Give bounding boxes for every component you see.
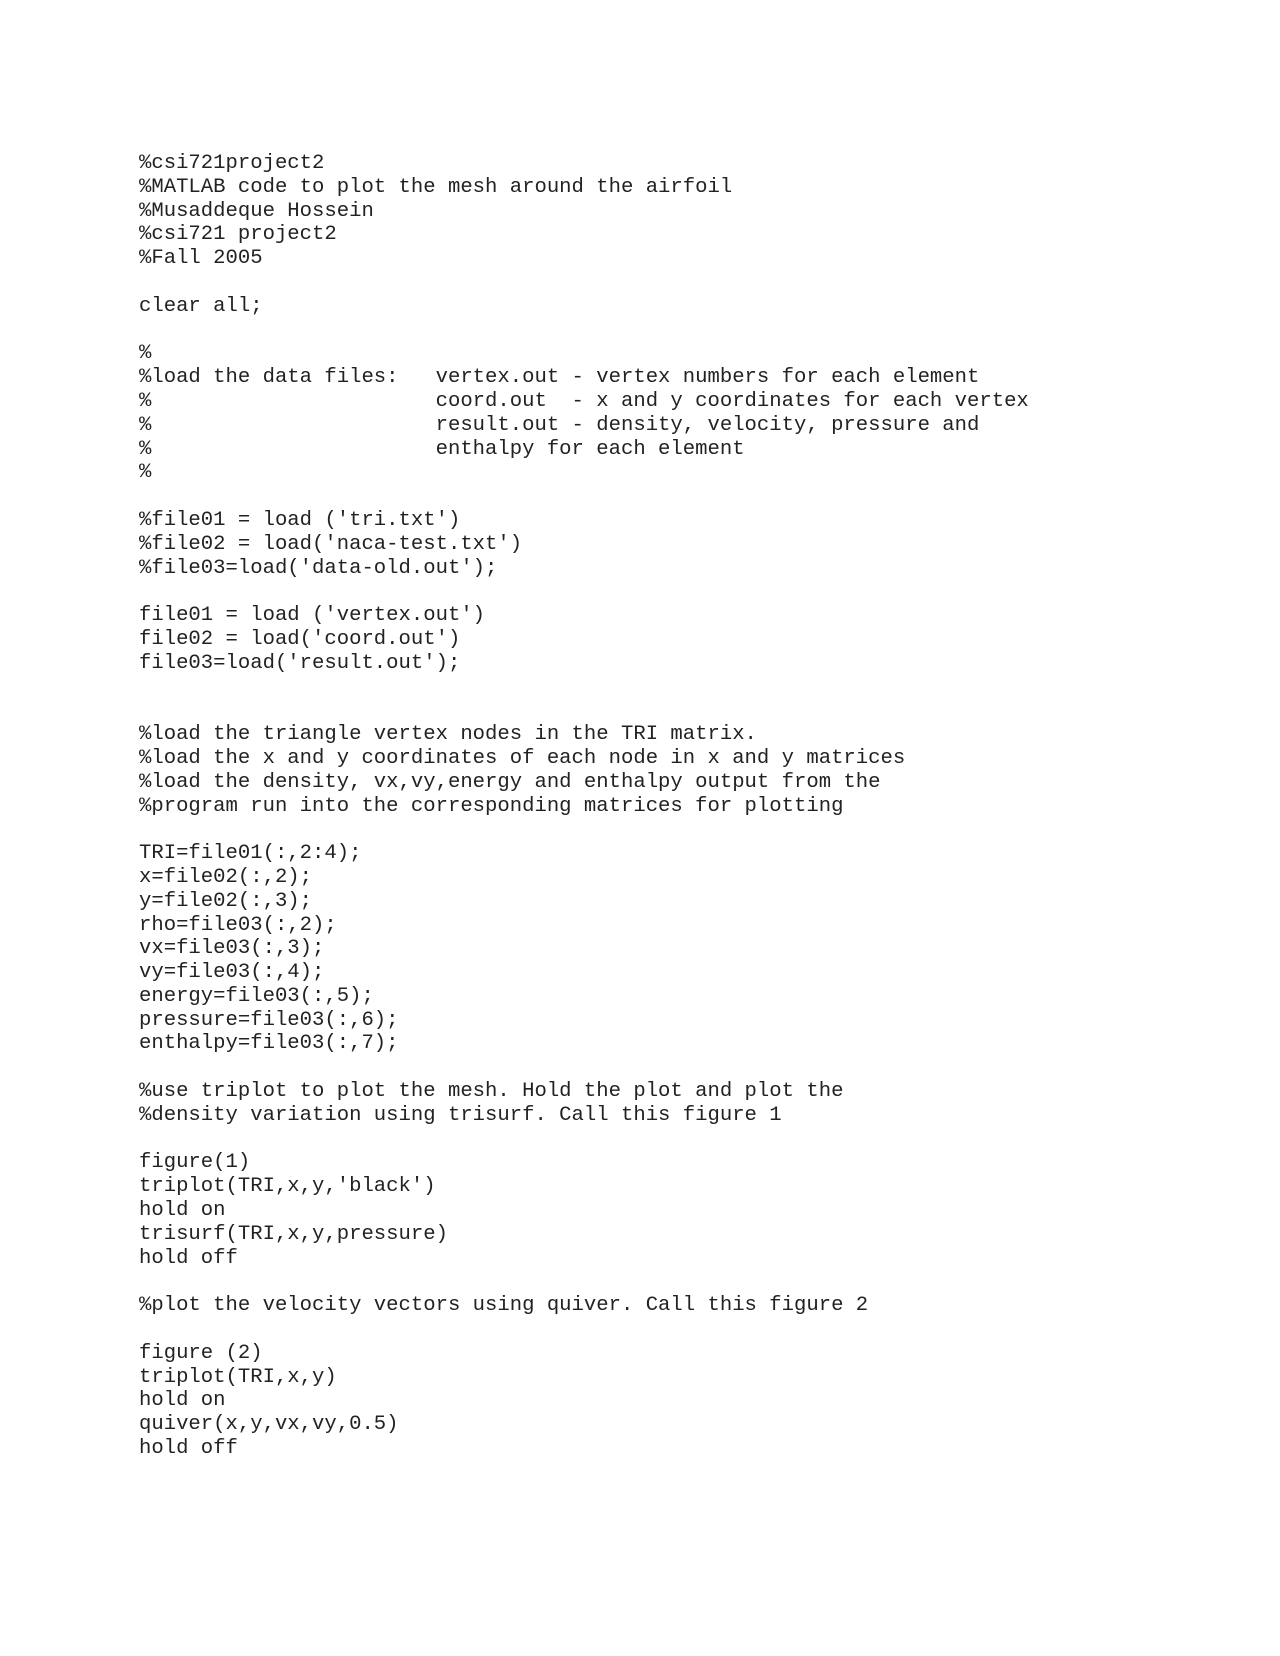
code-line: % enthalpy for each element	[139, 437, 745, 461]
code-line: figure (2)	[139, 1341, 263, 1365]
code-line: %	[139, 342, 152, 366]
code-line: %file01 = load ('tri.txt')	[139, 508, 461, 532]
code-line: y=file02(:,3);	[139, 889, 313, 913]
code-line: %Musaddeque Hossein	[139, 199, 374, 223]
code-line: quiver(x,y,vx,vy,0.5)	[139, 1413, 399, 1437]
code-line	[139, 676, 1239, 700]
code-line: %csi721project2	[139, 152, 325, 175]
code-line: enthalpy=file03(:,7);	[139, 1032, 399, 1056]
code-line: hold on	[139, 1389, 226, 1413]
code-line: rho=file03(:,2);	[139, 913, 337, 937]
code-line	[139, 818, 1239, 842]
code-line: vy=file03(:,4);	[139, 961, 325, 985]
code-line: %program run into the corresponding matrices for plotting	[139, 794, 844, 818]
code-line: energy=file03(:,5);	[139, 984, 374, 1008]
code-line: %csi721 project2	[139, 223, 337, 247]
code-line: % coord.out - x and y coordinates for each vertex	[139, 389, 1029, 413]
code-line	[139, 1056, 1239, 1080]
code-line: triplot(TRI,x,y,'black')	[139, 1175, 436, 1199]
code-line: hold off	[139, 1437, 238, 1461]
code-line: %MATLAB code to plot the mesh around the airfoil	[139, 175, 733, 199]
code-line: % result.out - density, velocity, pressure and	[139, 413, 980, 437]
code-line: file03=load('result.out');	[139, 651, 461, 675]
code-line	[139, 271, 1239, 295]
code-line: trisurf(TRI,x,y,pressure)	[139, 1222, 448, 1246]
code-line: file02 = load('coord.out')	[139, 627, 461, 651]
code-line: clear all;	[139, 294, 263, 318]
code-line: hold on	[139, 1199, 226, 1223]
code-line: %load the data files: vertex.out - vertex numbers for each element	[139, 366, 980, 390]
matlab-code-listing	[139, 152, 1239, 1461]
code-line: x=file02(:,2);	[139, 865, 313, 889]
code-line: %load the density, vx,vy,energy and enthalpy output from the	[139, 770, 881, 794]
code-line	[139, 1128, 1239, 1152]
code-line	[139, 1270, 1239, 1294]
code-line: file01 = load ('vertex.out')	[139, 604, 486, 628]
code-line	[139, 580, 1239, 604]
code-line: %load the triangle vertex nodes in the TRI matrix.	[139, 723, 757, 747]
code-line: %	[139, 461, 152, 485]
code-line: triplot(TRI,x,y)	[139, 1365, 337, 1389]
code-line: %load the x and y coordinates of each node in x and y matrices	[139, 746, 906, 770]
code-line	[139, 1318, 1239, 1342]
code-line: TRI=file01(:,2:4);	[139, 842, 362, 866]
code-line: %density variation using trisurf. Call this figure 1	[139, 1103, 782, 1127]
code-line: vx=file03(:,3);	[139, 937, 325, 961]
code-line: %use triplot to plot the mesh. Hold the plot and plot the	[139, 1080, 844, 1104]
code-line	[139, 319, 1239, 343]
code-line	[139, 485, 1239, 509]
code-line	[139, 699, 1239, 723]
code-line: hold off	[139, 1246, 238, 1270]
code-line: pressure=file03(:,6);	[139, 1008, 399, 1032]
code-line: %file02 = load('naca-test.txt')	[139, 532, 523, 556]
code-line: %file03=load('data-old.out');	[139, 556, 498, 580]
code-line: %Fall 2005	[139, 247, 263, 271]
code-line: %plot the velocity vectors using quiver. Call this figure 2	[139, 1294, 869, 1318]
code-line: figure(1)	[139, 1151, 251, 1175]
